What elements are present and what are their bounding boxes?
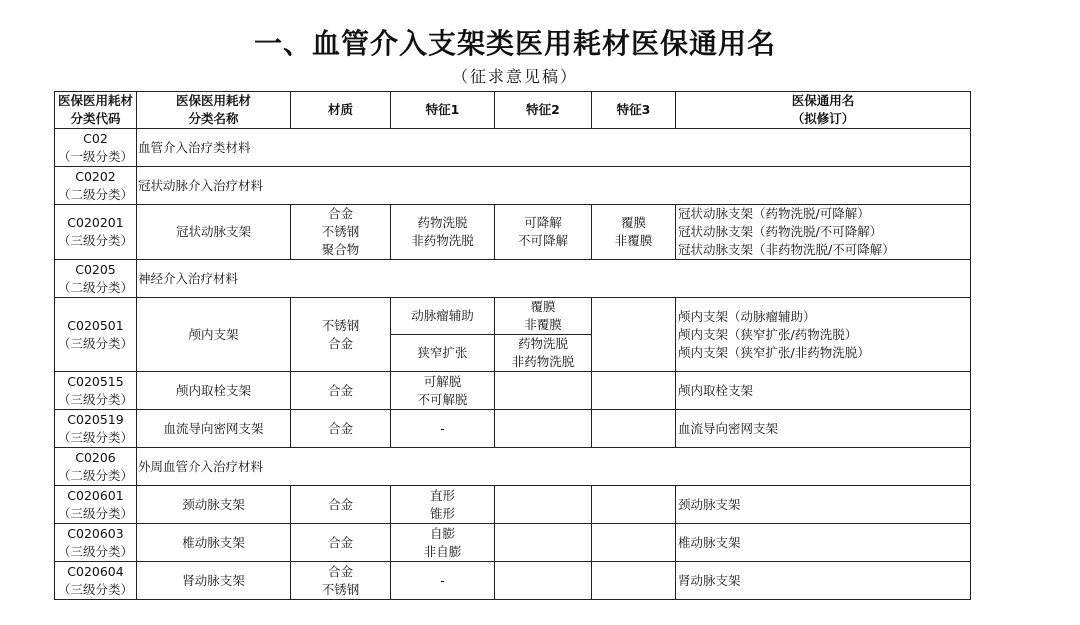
material-cell: 合金 不锈钢 [291, 562, 391, 600]
code-cell: C020604 （三级分类） [55, 562, 137, 600]
header-common-name: 医保通用名 （拟修订） [676, 92, 971, 129]
code-cell: C020515 （三级分类） [55, 372, 137, 410]
feature1-cell: - [391, 562, 495, 600]
header-material: 材质 [291, 92, 391, 129]
category-name: 血流导向密网支架 [137, 410, 291, 448]
table-row [55, 260, 971, 298]
material-cell: 合金 [291, 410, 391, 448]
table-row [55, 448, 971, 486]
table-row [55, 410, 971, 448]
feature2-cell [495, 372, 592, 410]
feature1-cell: 药物洗脱 非药物洗脱 [391, 205, 495, 260]
material-cell: 合金 [291, 486, 391, 524]
common-name-cell: 颅内取栓支架 [676, 372, 971, 410]
code-cell: C020519 （三级分类） [55, 410, 137, 448]
category-name: 颅内支架 [137, 298, 291, 372]
feature1-cell: 动脉瘤辅助 [391, 298, 495, 335]
code-cell: C0206 （二级分类） [55, 448, 137, 486]
code-cell: C0205 （二级分类） [55, 260, 137, 298]
catalog-table [54, 91, 971, 600]
code-cell: C020601 （三级分类） [55, 486, 137, 524]
common-name-cell: 肾动脉支架 [676, 562, 971, 600]
category-name: 颅内取栓支架 [137, 372, 291, 410]
category-name: 血管介入治疗类材料 [137, 129, 971, 167]
feature1-cell: 自膨 非自膨 [391, 524, 495, 562]
material-cell: 不锈钢 合金 [291, 298, 391, 372]
page-title: 一、血管介入支架类医用耗材医保通用名 [253, 27, 776, 60]
table-row [55, 298, 971, 335]
feature2-cell [495, 486, 592, 524]
feature3-cell [592, 298, 676, 372]
feature2-cell: 药物洗脱 非药物洗脱 [495, 335, 592, 372]
category-name: 冠状动脉介入治疗材料 [137, 167, 971, 205]
feature3-cell [592, 562, 676, 600]
common-name-cell: 血流导向密网支架 [676, 410, 971, 448]
header-code: 医保医用耗材 分类代码 [55, 92, 137, 129]
table-row [55, 486, 971, 524]
feature1-cell: - [391, 410, 495, 448]
common-name-cell: 椎动脉支架 [676, 524, 971, 562]
header-row [55, 92, 971, 129]
feature2-cell [495, 524, 592, 562]
feature2-cell: 可降解 不可降解 [495, 205, 592, 260]
feature1-cell: 狭窄扩张 [391, 335, 495, 372]
feature2-cell [495, 562, 592, 600]
feature2-cell [495, 410, 592, 448]
code-cell: C02 （一级分类） [55, 129, 137, 167]
category-name: 肾动脉支架 [137, 562, 291, 600]
feature3-cell [592, 410, 676, 448]
table-row [55, 524, 971, 562]
material-cell: 合金 不锈钢 聚合物 [291, 205, 391, 260]
feature3-cell [592, 524, 676, 562]
category-name: 椎动脉支架 [137, 524, 291, 562]
code-cell: C0202 （二级分类） [55, 167, 137, 205]
category-name: 神经介入治疗材料 [137, 260, 971, 298]
table-row [55, 205, 971, 260]
feature2-cell: 覆膜 非覆膜 [495, 298, 592, 335]
header-name: 医保医用耗材 分类名称 [137, 92, 291, 129]
table-row [55, 129, 971, 167]
feature3-cell: 覆膜 非覆膜 [592, 205, 676, 260]
feature3-cell [592, 372, 676, 410]
header-feature2: 特征2 [495, 92, 592, 129]
table-row [55, 167, 971, 205]
page-subtitle: （征求意见稿） [451, 67, 578, 86]
code-cell: C020603 （三级分类） [55, 524, 137, 562]
header-feature3: 特征3 [592, 92, 676, 129]
code-cell: C020501 （三级分类） [55, 298, 137, 372]
category-name: 颈动脉支架 [137, 486, 291, 524]
table-row [55, 372, 971, 410]
category-name: 冠状动脉支架 [137, 205, 291, 260]
feature1-cell: 直形 锥形 [391, 486, 495, 524]
feature3-cell [592, 486, 676, 524]
header-feature1: 特征1 [391, 92, 495, 129]
common-name-cell: 颈动脉支架 [676, 486, 971, 524]
common-name-cell: 颅内支架（动脉瘤辅助） 颅内支架（狭窄扩张/药物洗脱） 颅内支架（狭窄扩张/非药物洗脱） [676, 298, 971, 372]
material-cell: 合金 [291, 524, 391, 562]
category-name: 外周血管介入治疗材料 [137, 448, 971, 486]
code-cell: C020201 （三级分类） [55, 205, 137, 260]
table-row [55, 562, 971, 600]
common-name-cell: 冠状动脉支架（药物洗脱/可降解） 冠状动脉支架（药物洗脱/不可降解） 冠状动脉支架（非药物洗脱/不可降解） [676, 205, 971, 260]
feature1-cell: 可解脱 不可解脱 [391, 372, 495, 410]
material-cell: 合金 [291, 372, 391, 410]
